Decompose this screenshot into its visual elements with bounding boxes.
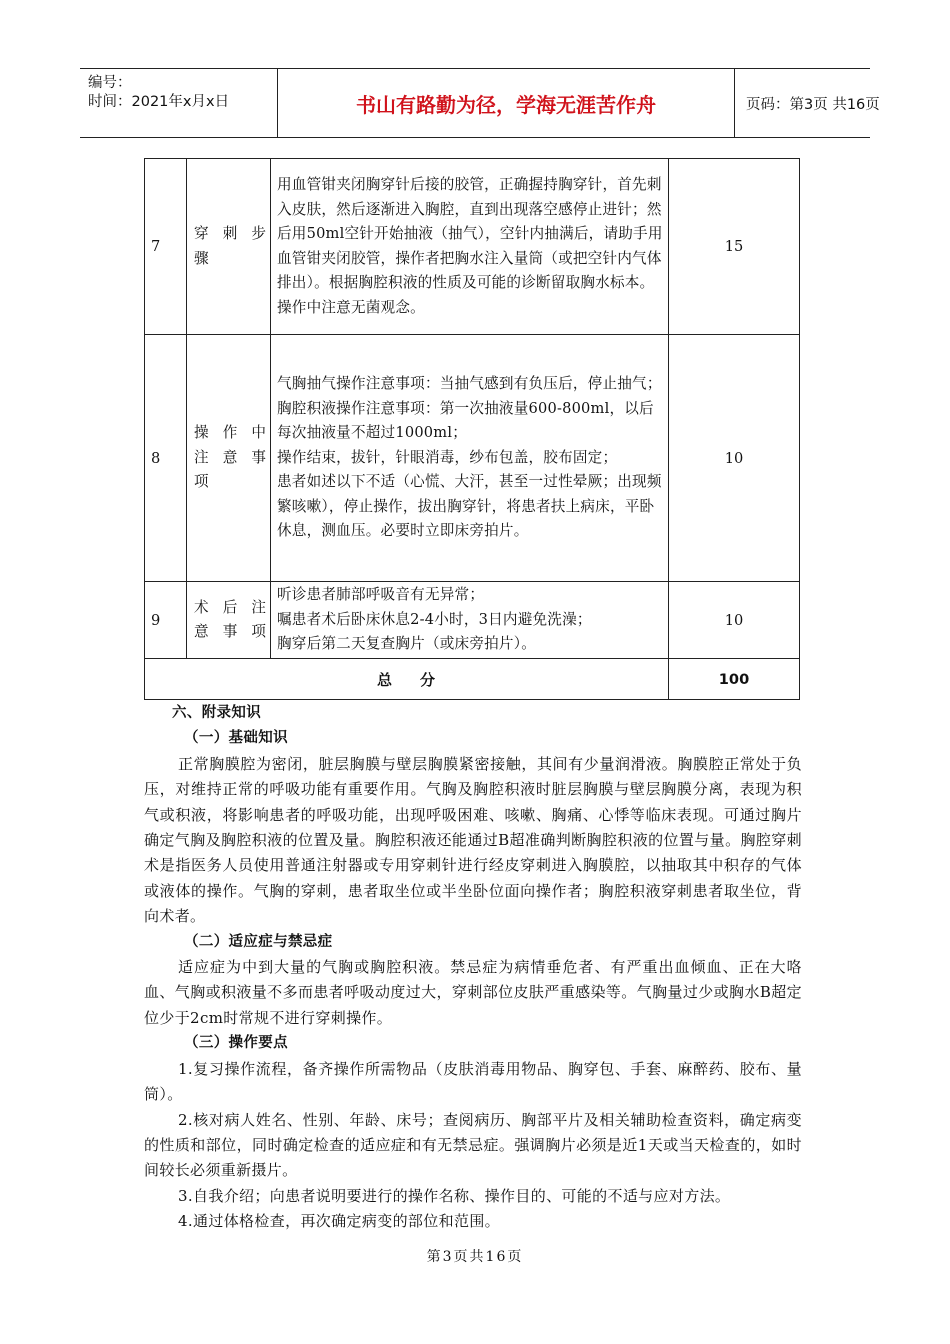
- section-paragraph: 适应症为中到大量的气胸或胸腔积液。禁忌症为病情垂危者、有严重出血倾血、正在大咯血、气胸或积液量不多而患者呼吸动度过大，穿刺部位皮肤严重感染等。气胸量过少或胸水B超定位少于2cm时常规不进行穿刺操作。: [144, 958, 802, 1027]
- row-content: [271, 582, 669, 659]
- section-heading: （三）操作要点: [184, 1035, 288, 1052]
- row-item-line: 操作中: [194, 424, 266, 442]
- row-content: [271, 159, 669, 335]
- section-heading: （一）基础知识: [184, 730, 288, 747]
- row-content-para: 听诊患者肺部呼吸音有无异常；: [277, 586, 485, 604]
- table-row: [145, 582, 800, 659]
- row-item: [187, 335, 271, 582]
- step-item: 1.复习操作流程，备齐操作所需物品（皮肤消毒用物品、胸穿包、手套、麻醉药、胶布、量筒）。: [144, 1059, 802, 1104]
- header-meta: [80, 69, 278, 137]
- total-score: 100: [669, 659, 800, 700]
- step-item: 2.核对病人姓名、性别、年龄、床号；查阅病历、胸部平片及相关辅助检查资料，确定病变的性质和部位，同时确定检查的适应症和有无禁忌症。强调胸片必须是近1天或当天检查的，如时间较长必须重新摄片。: [144, 1110, 802, 1180]
- row-score: 15: [669, 159, 800, 335]
- row-content-para: 操作结束，拔针，针眼消毒，纱布包盖，胶布固定；: [277, 448, 618, 466]
- row-score: 10: [669, 582, 800, 659]
- doc-date-label: 时间：2021年x月x日: [88, 94, 230, 110]
- step-item: 4.通过体格检查，再次确定病变的部位和范围。: [178, 1212, 501, 1231]
- row-item-line: 项: [194, 473, 209, 491]
- row-item-line: 骤: [194, 249, 209, 267]
- row-item-line: 意事项: [194, 623, 266, 640]
- row-item: [187, 582, 271, 659]
- doc-number-label: 编号：: [88, 75, 132, 91]
- row-number: 9: [145, 582, 187, 659]
- step-item: 3.自我介绍；向患者说明要进行的操作名称、操作目的、可能的不适与应对方法。: [178, 1186, 731, 1205]
- section-paragraph: 正常胸膜腔为密闭，脏层胸膜与壁层胸膜紧密接触，其间有少量润滑液。胸膜腔正常处于负压，对维持正常的呼吸功能有重要作用。气胸及胸腔积液时脏层胸膜与壁层胸膜分离，表现为积气或积液，将影响患者的呼吸功能，出现呼吸困难、咳嗽、胸痛、心悸等临床表现。可通过胸片确定气胸及胸腔积液的位置及量。胸腔积液还能通过B超准确判断胸腔积液的位置与量。胸腔穿刺术是指医务人员使用普通注射器或专用穿刺针进行经皮穿刺进入胸膜腔，以抽取其中积存的气体或液体的操作。气胸的穿刺，患者取坐位或半坐卧位面向操作者；胸腔积液穿刺患者取坐位，背向术者。: [144, 754, 802, 926]
- row-item-line: 注意事: [194, 448, 266, 466]
- row-item-line: 术后注: [194, 598, 266, 616]
- page-footer: 第3页共16页: [426, 1249, 524, 1265]
- row-content: [271, 335, 669, 582]
- row-item: [187, 159, 271, 335]
- row-number: 8: [145, 335, 187, 582]
- row-content-para: 胸腔积液操作注意事项：第一次抽液量600-800ml，以后每次抽液量不超过1000ml；: [277, 399, 654, 442]
- total-row: [145, 659, 800, 700]
- table-row: [145, 159, 800, 335]
- row-content-para: 用血管钳夹闭胸穿针后接的胶管，正确握持胸穿针，首先刺入皮肤，然后逐渐进入胸腔，直到出现落空感停止进针；然后用50ml空针开始抽液（抽气），空针内抽满后，请助手用血管钳夹闭胶管，操作者把胸水注入量筒（或把空针内气体排出）。根据胸腔积液的性质及可能的诊断留取胸水标本。操作中注意无菌观念。: [277, 176, 663, 316]
- appendix-title: 六、附录知识: [172, 705, 262, 721]
- header-page-label: 页码：第3页 共16页: [746, 96, 880, 113]
- row-item-line: 穿刺步: [194, 225, 266, 242]
- row-content-para: 患者如述以下不适（心慌、大汗，甚至一过性晕厥；出现频繁咳嗽），停止操作，拔出胸穿针，将患者扶上病床，平卧休息，测血压。必要时立即床旁拍片。: [277, 473, 662, 540]
- header-motto: 书山有路勤为径，学海无涯苦作舟: [278, 69, 735, 137]
- row-score: 10: [669, 335, 800, 582]
- row-content-para: 气胸抽气操作注意事项：当抽气感到有负压后，停止抽气；: [277, 375, 662, 393]
- row-content-para: 嘱患者术后卧床休息2-4小时，3日内避免洗澡；: [277, 610, 592, 628]
- row-number: 7: [145, 159, 187, 335]
- table-row: [145, 335, 800, 582]
- page-header: [80, 68, 880, 138]
- total-label: 总分: [145, 659, 669, 700]
- row-content-para: 胸穿后第二天复查胸片（或床旁拍片）。: [277, 635, 536, 653]
- appendix-section: [144, 701, 802, 1235]
- procedure-table: [144, 158, 800, 700]
- section-heading: （二）适应症与禁忌症: [184, 933, 333, 950]
